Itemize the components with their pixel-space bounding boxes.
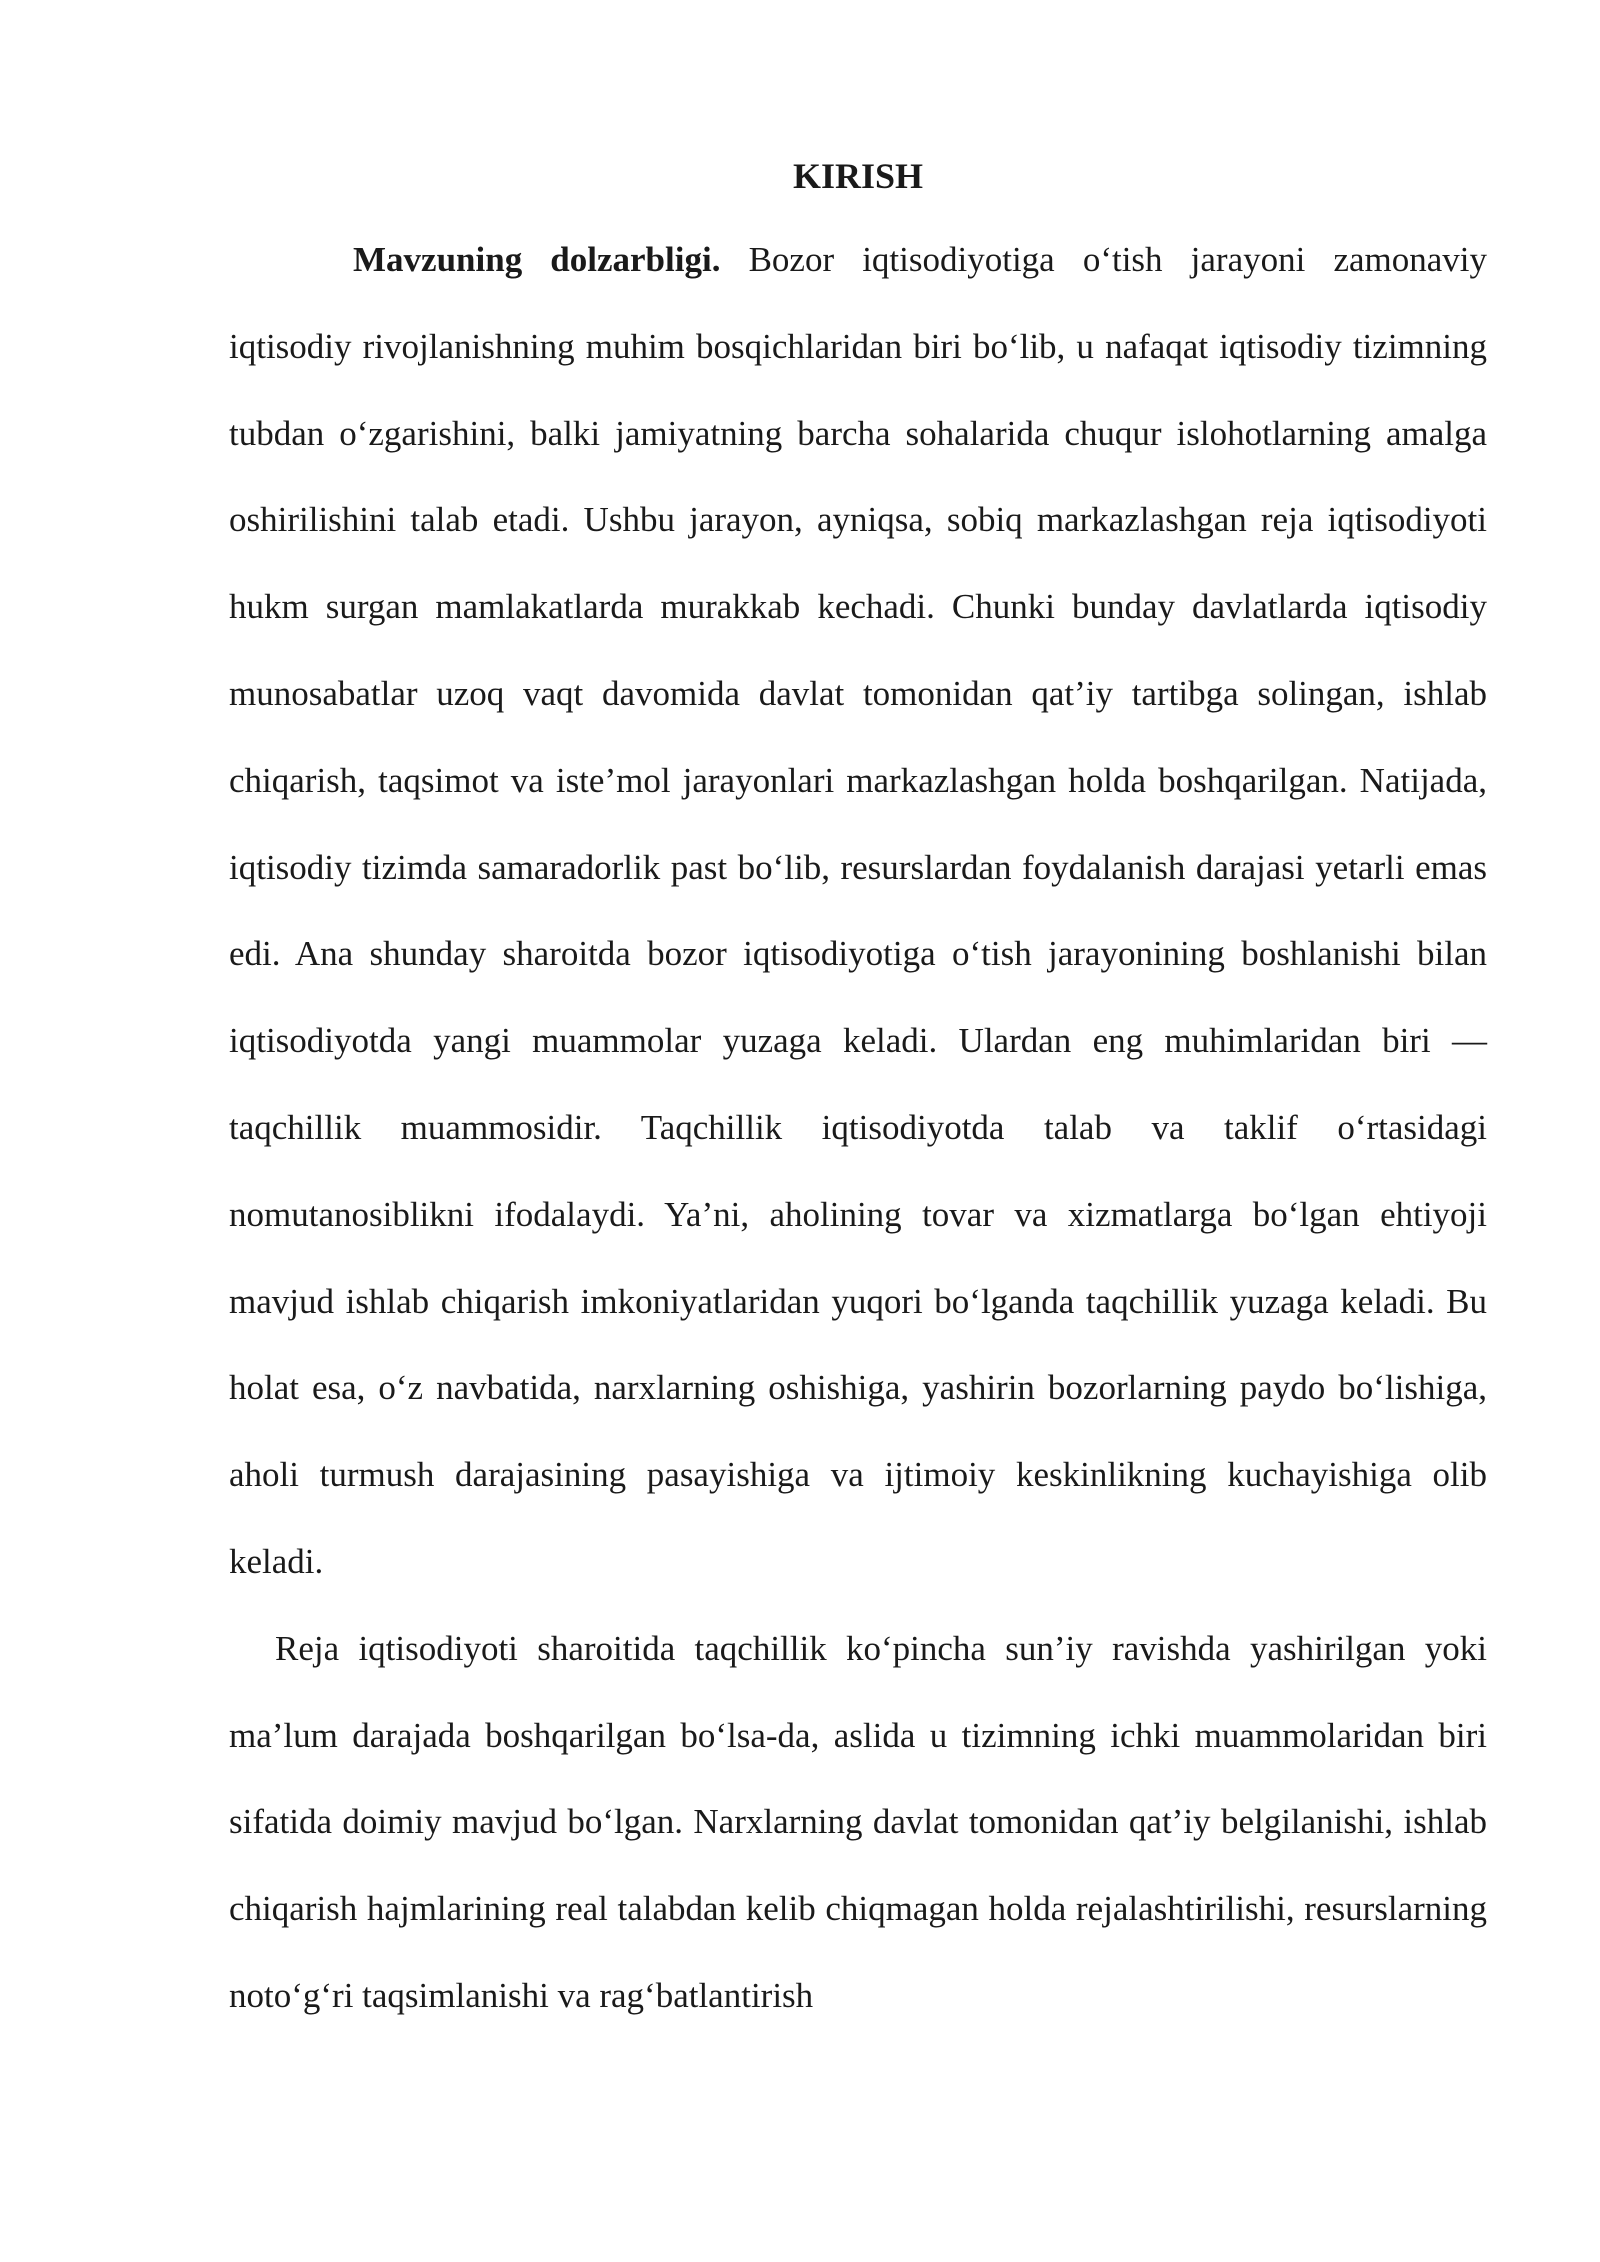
paragraph-text: Bozor iqtisodiyotiga o‘tish jarayoni zamonaviy iqtisodiy rivojlanishning muhim bosqichlaridan biri bo‘lib, u nafaqat iqtisodiy tizimning tubdan o‘zgarishini, balki jamiyatning barcha sohalarida chuqur islohotlarning amalga oshirilishini talab etadi. Ushbu jarayon, ayniqsa, sobiq markazlashgan reja iqtisodiyoti hukm surgan mamlakatlarda murakkab kechadi. Chunki bunday davlatlarda iqtisodiy munosabatlar uzoq vaqt davomida davlat tomonidan qat’iy tartibga solingan, ishlab chiqarish, taqsimot va iste’mol jarayonlari markazlashgan holda boshqarilgan. Natijada, iqtisodiy tizimda samaradorlik past bo‘lib, resurslardan foydalanish darajasi yetarli emas edi. Ana shunday sharoitda bozor iqtisodiyotiga o‘tish jarayonining boshlanishi bilan iqtisodiyotda yangi muammolar yuzaga keladi. Ulardan eng muhimlaridan biri — taqchillik muammosidir. Taqchillik iqtisodiyotda talab va taklif o‘rtasidagi nomutanosiblikni ifodalaydi. Ya’ni, aholining tovar va xizmatlarga bo‘lgan ehtiyoji mavjud ishlab chiqarish imkoniyatlaridan yuqori bo‘lganda taqchillik yuzaga keladi. Bu holat esa, o‘z navbatida, narxlarning oshishiga, yashirin bozorlarning paydo bo‘lishiga, aholi turmush darajasining pasayishiga va ijtimoiy keskinlikning kuchayishiga olib keladi. [229,240,1487,1581]
paragraph-lead: Mavzuning dolzarbligi. [353,240,721,279]
paragraph-text: Reja iqtisodiyoti sharoitida taqchillik ko‘pincha sun’iy ravishda yashirilgan yoki ma’lum darajada boshqarilgan bo‘lsa-da, aslida u tizimning ichki muammolaridan biri sifatida doimiy mavjud bo‘lgan. Narxlarning davlat tomonidan qat’iy belgilanishi, ishlab chiqarish hajmlarining real talabdan kelib chiqmagan holda rejalashtirilishi, resurslarning noto‘g‘ri taqsimlanishi va rag‘batlantirish [229,1628,1487,2015]
paragraph-planned-economy [229,1606,1487,2040]
paragraph-relevance [229,217,1487,1606]
document-body [229,150,1487,2040]
section-title: KIRISH [792,156,924,196]
